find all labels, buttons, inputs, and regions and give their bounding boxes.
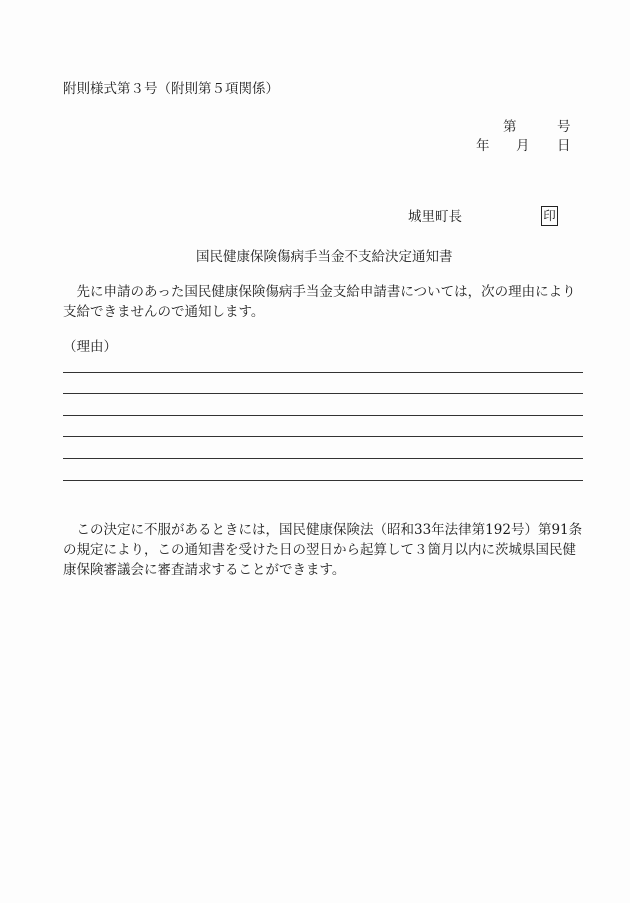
reason-line-1 (63, 372, 583, 373)
document-title: 国民健康保険傷病手当金不支給決定通知書 (196, 249, 453, 265)
reason-line-6 (63, 480, 583, 481)
reason-line-4 (63, 436, 583, 437)
reason-line-3 (63, 415, 583, 416)
document-number-prefix: 第 (503, 119, 517, 135)
date-month-label: 月 (516, 138, 530, 154)
reason-line-2 (63, 393, 583, 394)
document-number-suffix: 号 (557, 119, 571, 135)
appeal-notice: この決定に不服があるときには，国民健康保険法（昭和33年法律第192号）第91条の規定により，この通知書を受けた日の翌日から起算して３箇月以内に茨城県国民健康保険審議会に審査請求することができます。 (63, 522, 583, 578)
date-day-label: 日 (557, 138, 571, 154)
form-reference: 附則様式第３号（附則第５項関係） (63, 81, 279, 97)
reason-label: （理由） (63, 339, 117, 355)
issuer-title: 城里町長 (408, 209, 462, 225)
notice-body: 先に申請のあった国民健康保険傷病手当金支給申請書については，次の理由により支給できませんので通知します。 (63, 284, 576, 320)
seal-mark: 印 (541, 206, 558, 226)
date-year-label: 年 (476, 138, 490, 154)
reason-line-5 (63, 458, 583, 459)
